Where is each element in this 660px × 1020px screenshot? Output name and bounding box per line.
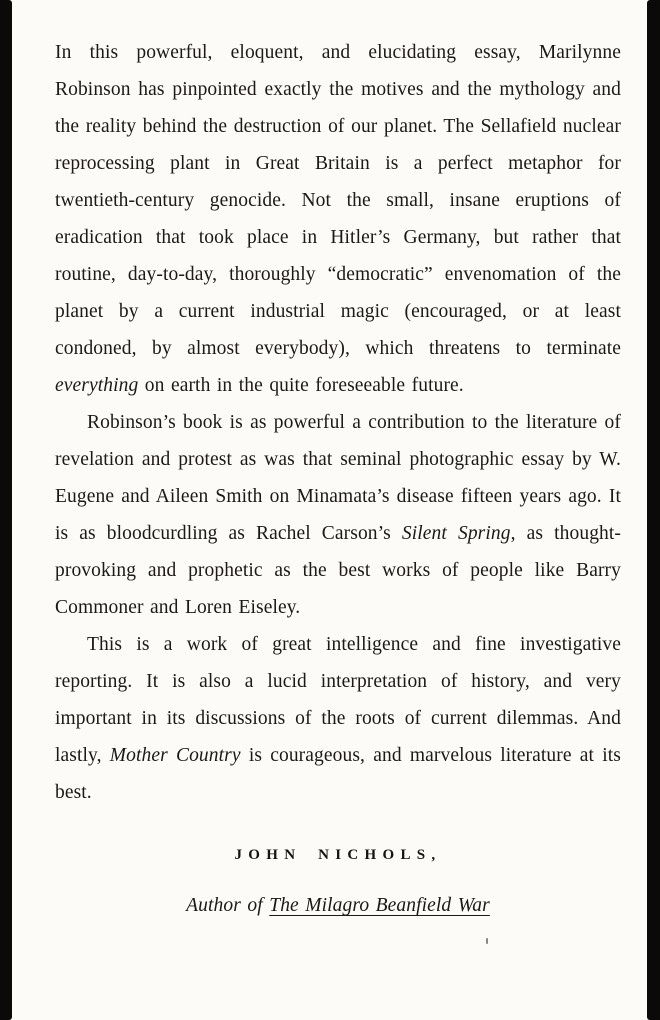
- signature-author-prefix: Author of: [186, 895, 270, 916]
- signature-book-title: The Milagro Beanfield War: [269, 895, 490, 916]
- paragraph-3-text-end: is courageous, and marvelous literature at its best.: [55, 745, 621, 803]
- paragraph-3-emphasis: Mother Country: [109, 745, 241, 766]
- scan-edge-left-bar: [0, 0, 12, 1020]
- paragraph-1-text-end: on earth in the quite foreseeable future.: [138, 375, 464, 396]
- scan-speck: [486, 938, 488, 944]
- blurb-text-block: [55, 34, 621, 924]
- signature-block: [55, 837, 621, 924]
- paragraph-1-emphasis: everything: [55, 375, 139, 396]
- signature-author-line: [55, 887, 621, 924]
- signature-name: JOHN NICHOLS,: [234, 847, 442, 863]
- scan-edge-right-bar: [647, 0, 660, 1020]
- paragraph-2: [55, 404, 621, 626]
- paragraph-2-text-end: , as thought-provoking and prophetic as the best works of people like Barry Commoner and Loren Eiseley.: [55, 523, 622, 618]
- paragraph-2-text: Robinson’s book is as powerful a contribution to the literature of revelation and protest as was that seminal photographic essay by W. Eugene and Aileen Smith on Minamata’s disease fifteen years ago. It is as bloodcurdling as Rachel Carson’s: [55, 412, 621, 544]
- paragraph-1-text: In this powerful, eloquent, and elucidating essay, Marilynne Robinson has pinpointed exactly the motives and the mythology and the reality behind the destruction of our planet. The Sellafield nuclear reprocessing plant in Great Britain is a perfect metaphor for twentieth-century genocide. Not the small, insane eruptions of eradication that took place in Hitler’s Germany, but rather that routine, day-to-day, thoroughly “democratic” envenomation of the planet by a current industrial magic (encouraged, or at least condoned, by almost everybody), which threatens to terminate: [55, 42, 621, 359]
- paragraph-3: [55, 626, 621, 811]
- paragraph-3-text: This is a work of great intelligence and fine investigative reporting. It is also a lucid interpretation of history, and very important in its discussions of the roots of current dilemmas. And lastly,: [55, 634, 621, 766]
- paragraph-2-emphasis: Silent Spring: [401, 523, 511, 544]
- paragraph-1: [55, 34, 621, 404]
